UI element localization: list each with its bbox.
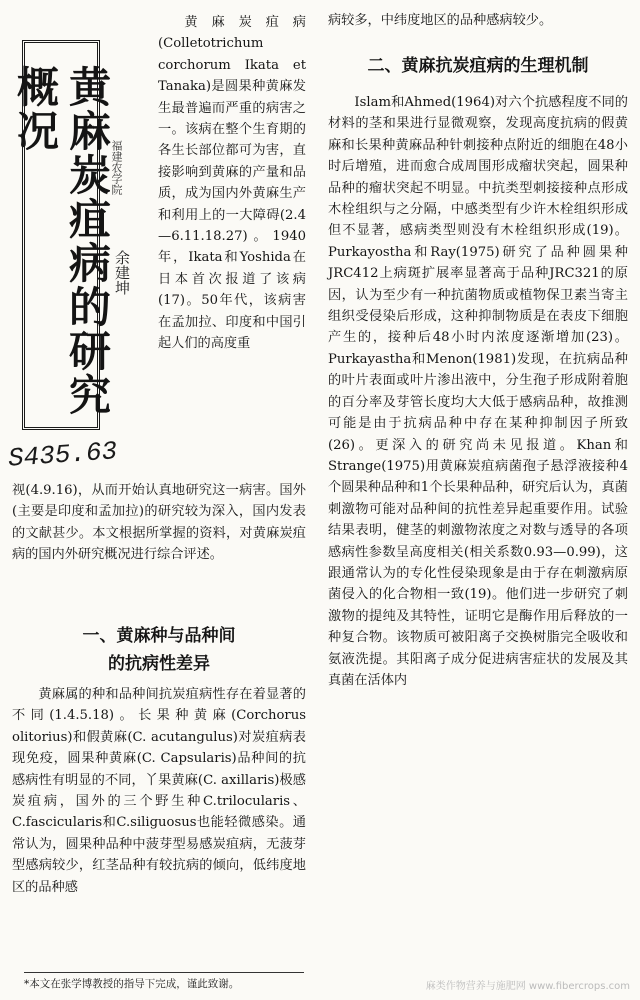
footnote: *本文在张学博教授的指导下完成，谨此致谢。	[24, 972, 304, 991]
section1-text: 黄麻属的种和品种间抗炭疽病性存在着显著的不同(1.4.5.18)。长果种黄麻(Corchorus olitorius)和假黄麻(C. acutangulus)对炭疽病表现免疫，圆果种黄麻(C. Capsularis)品种间的抗感病性有明显的不同，丫果黄麻(C. axillaris)极感炭疽病，国外的三个野生种C.trilocularis、C.fascicularis和C.siliguosus也能轻微感染。通常认为，圆果种品种中菠芽型易感炭疽病，无菠芽型感病较少，红茎品种有较抗病的倾向，低纬度地区的品种感	[12, 687, 306, 895]
section1-heading-line2: 的抗病性差异	[108, 654, 210, 674]
section2-text: Islam和Ahmed(1964)对六个抗感程度不同的材料的茎和果进行显微观察，发现高度抗病的假黄麻和长果种黄麻品种针刺接种点附近的细胞在48小时后增殖，进而愈合成周围形成瘤状突起，圆果种品种的瘤状突起不明显。中抗类型刺接接种点形成木栓组织与之分隔，中感类型有少许木栓组织形成但不显著，感病类型则没有木栓组织形成(19)。Purkayostha和Ray(1975)研究了品种圆果种JRC412上病斑扩展率显著高于品种JRC321的原因，认为至少有一种抗菌物质或植物保卫素当寄主组织受侵染后形成，这种抑制物质是在表皮下细胞产生的，接种后48小时内浓度逐渐增加(23)。Purkayastha和Menon(1981)发现，在抗病品种的叶片表面或叶片渗出液中，分生孢子形成附着胞的百分率及芽管长度均大大低于感病品种，故推测可能是由于抗病品种中存在某种抑制因子所致(26)。更深入的研究尚未见报道。Khan和Strange(1975)用黄麻炭疽病菌孢子悬浮液接种4个圆果种品种和1个长果种品种，研究后认为，真菌刺激物可能对品种间的抗性差异起重要作用。试验结果表明，健茎的刺激物浓度之对数与透导的各项感病性参数呈高度相关(相关系数0.93—0.99)，这跟通常认为的专化性侵染现象是由于存在刺激病原菌侵入的化合物相一致(19)。他们进一步研究了刺激物的提纯及其特性，证明它是酶作用后释放的一种复合物。该物质可被阳离子交换树脂完全吸收和氨液洗提。其阳离子成分促进病害症状的发展及其真菌在活体内	[328, 95, 628, 688]
intro-paragraph-wide	[12, 480, 306, 566]
section1-heading-line1: 一、黄麻种与品种间	[82, 626, 236, 646]
intro-paragraph-narrow	[158, 12, 306, 355]
section1-body	[12, 684, 306, 898]
author-name: 余建坤	[113, 250, 131, 295]
article-title: 黄麻炭疽病的研究概况	[11, 65, 112, 417]
watermark: 麻类作物营养与施肥网 www.fibercrops.com	[425, 981, 630, 992]
intro-text-2: 视(4.9.16)，从而开始认真地研究这一病害。国外(主要是印度和孟加拉)的研究较为深入，国内发表的文献甚少。本文根据所掌握的资料，对黄麻炭疽病的国内外研究概况进行综合评述。	[12, 483, 306, 563]
classification-number: S435.63	[7, 436, 119, 474]
author-affiliation: 福建农学院	[110, 140, 123, 195]
section2-heading: 二、黄麻抗炭疽病的生理机制	[367, 56, 589, 76]
intro-text-1: 黄麻炭疽病(Colletotrichum corchorum Ikata et Tanaka)是圆果种黄麻发生最普遍而严重的病害之一。该病在整个生育期的各生长部位都可为害，直接影响到黄麻的产量和品质，成为国内外黄麻生产和利用上的一大障碍(2.4—6.11.18.27)。1940年，Ikata和Yoshida在日本首次报道了该病(17)。50年代，该病害在孟加拉、印度和中国引起人们的高度重	[158, 15, 306, 352]
section1-heading	[12, 622, 306, 678]
right-continued-text: 病较多，中纬度地区的品种感病较少。	[328, 13, 553, 28]
title-box	[11, 40, 112, 430]
section2-body	[328, 92, 628, 691]
